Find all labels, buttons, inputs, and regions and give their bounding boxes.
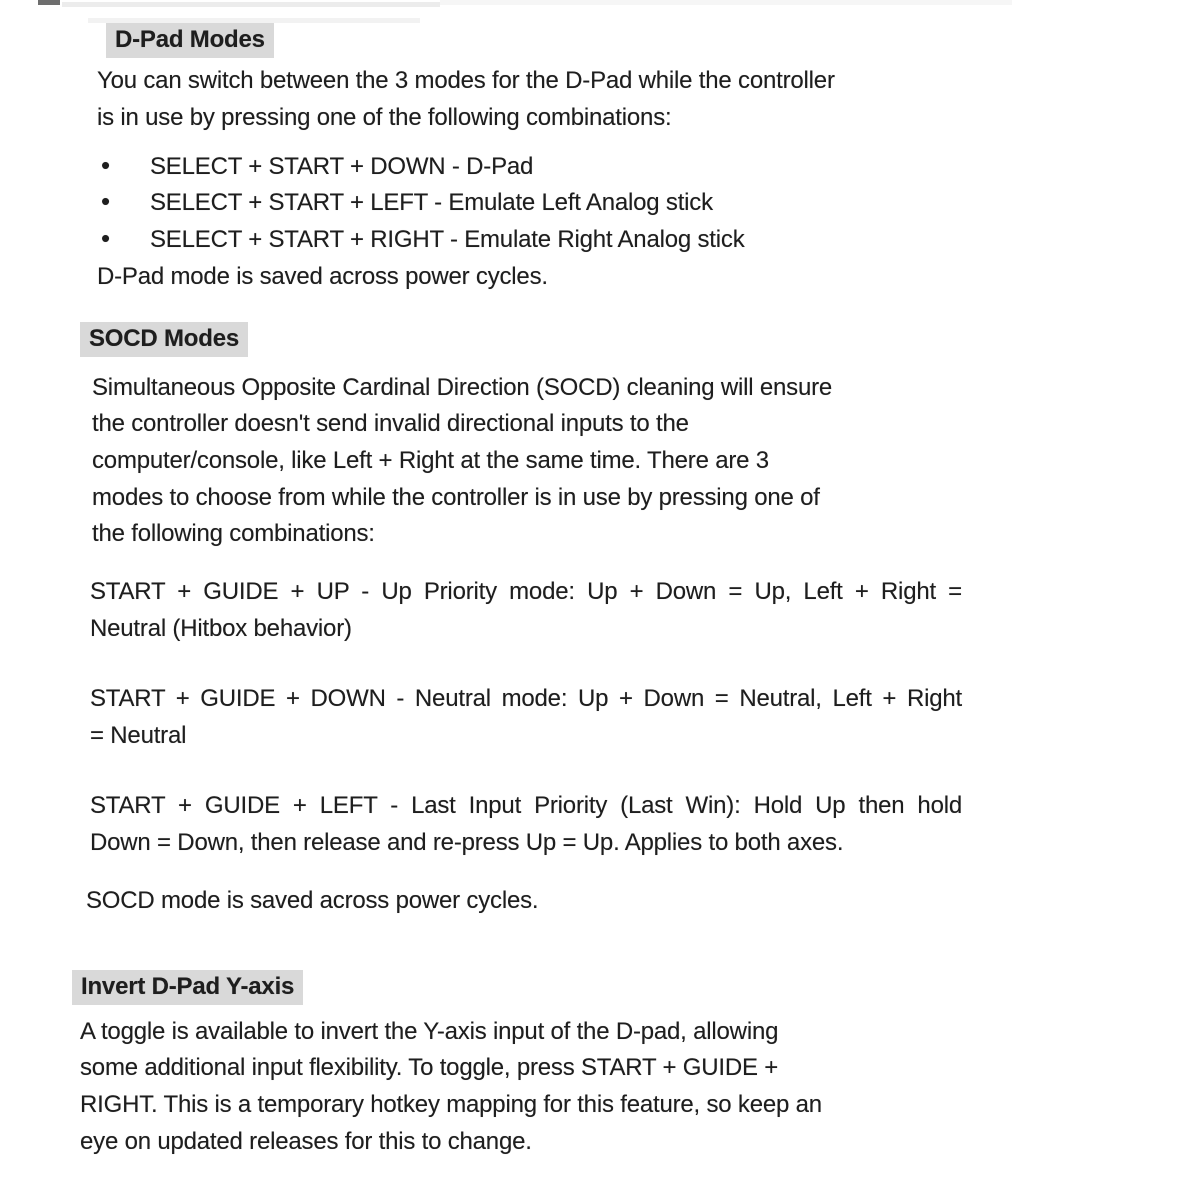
paragraph-line: SOCD mode is saved across power cycles. bbox=[86, 887, 539, 914]
paragraph-line: You can switch between the 3 modes for the D-Pad while the controller bbox=[97, 67, 835, 94]
heading-socd-modes: SOCD Modes bbox=[80, 322, 248, 357]
hotkey-combo-line: Down = Down, then release and re-press Up = Up. Applies to both axes. bbox=[90, 829, 844, 856]
scan-artifact bbox=[440, 0, 1012, 5]
paragraph-line: the controller doesn't send invalid directional inputs to the bbox=[92, 410, 689, 437]
scan-artifact bbox=[62, 2, 440, 7]
bullet-text: SELECT + START + RIGHT - Emulate Right Analog stick bbox=[150, 226, 745, 253]
paragraph-line: the following combinations: bbox=[92, 520, 375, 547]
bullet-icon: • bbox=[101, 150, 110, 180]
heading-invert-dpad-y-axis: Invert D-Pad Y-axis bbox=[72, 970, 303, 1005]
paragraph-line: some additional input flexibility. To toggle, press START + GUIDE + bbox=[80, 1054, 779, 1081]
bullet-item bbox=[101, 223, 745, 255]
hotkey-combo-line: Neutral (Hitbox behavior) bbox=[90, 615, 352, 642]
bullet-text: SELECT + START + DOWN - D-Pad bbox=[150, 153, 534, 180]
paragraph-line: RIGHT. This is a temporary hotkey mapping for this feature, so keep an bbox=[80, 1091, 822, 1118]
paragraph-line: is in use by pressing one of the following combinations: bbox=[97, 104, 672, 131]
heading-dpad-modes: D-Pad Modes bbox=[106, 23, 274, 58]
paragraph-line: D-Pad mode is saved across power cycles. bbox=[97, 263, 548, 290]
paragraph-line: Simultaneous Opposite Cardinal Direction (SOCD) cleaning will ensure bbox=[92, 374, 833, 401]
hotkey-combo-line: START + GUIDE + DOWN - Neutral mode: Up + Down = Neutral, Left + Right bbox=[90, 685, 962, 712]
paragraph-line: modes to choose from while the controller is in use by pressing one of bbox=[92, 484, 820, 511]
bullet-item bbox=[101, 150, 533, 182]
hotkey-combo-line: START + GUIDE + UP - Up Priority mode: Up + Down = Up, Left + Right = bbox=[90, 578, 962, 605]
paragraph-line: eye on updated releases for this to change. bbox=[80, 1128, 532, 1155]
bullet-icon: • bbox=[101, 223, 110, 253]
hotkey-combo-line: = Neutral bbox=[90, 722, 187, 749]
bullet-item bbox=[101, 186, 713, 218]
bullet-icon: • bbox=[101, 186, 110, 216]
paragraph-line: computer/console, like Left + Right at the same time. There are 3 bbox=[92, 447, 769, 474]
hotkey-combo-line: START + GUIDE + LEFT - Last Input Priority (Last Win): Hold Up then hold bbox=[90, 792, 962, 819]
paragraph-line: A toggle is available to invert the Y-axis input of the D-pad, allowing bbox=[80, 1018, 779, 1045]
scan-artifact bbox=[38, 0, 60, 5]
bullet-text: SELECT + START + LEFT - Emulate Left Analog stick bbox=[150, 189, 713, 216]
